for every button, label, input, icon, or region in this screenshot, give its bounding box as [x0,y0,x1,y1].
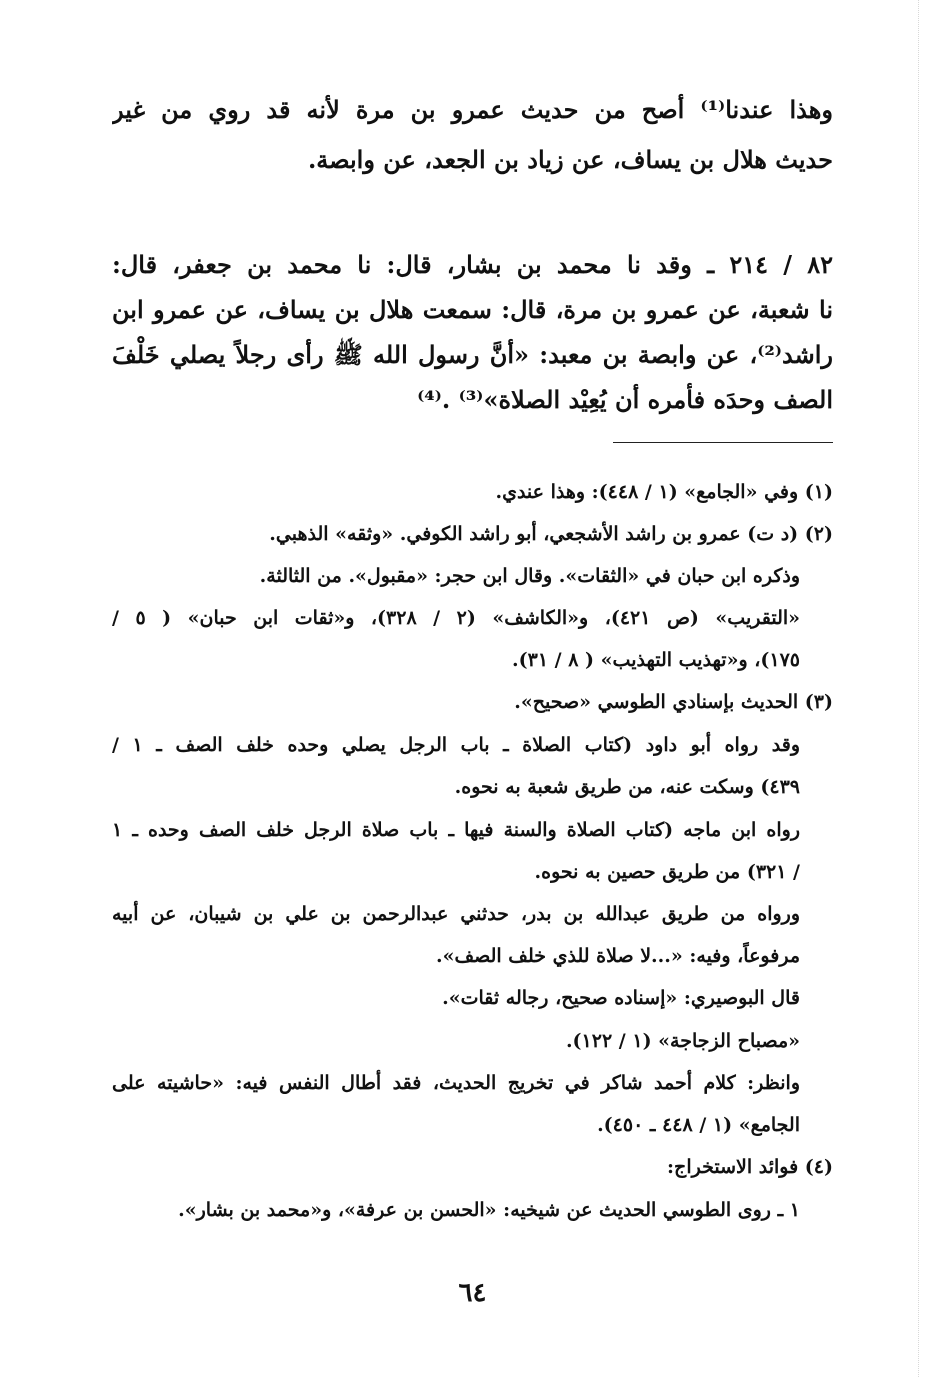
hadith-line: نا شعبة، عن عمرو بن مرة، قال: سمعت هلال بن يساف، عن عمرو ابن [112,295,833,324]
main-text-line: وهذا عندنا⁽¹⁾ أصح من حديث عمرو بن مرة لأنه قد روي من غير [112,95,833,124]
footnote-line: ١ ـ روى الطوسي الحديث عن شيخيه: «الحسن بن عرفة»، و«محمد بن بشار». [178,1199,800,1221]
footnote-line: مرفوعاً، وفيه: «...لا صلاة للذي خلف الصف». [435,945,800,967]
page-edge-mark [918,0,919,1377]
footnote-line: (٢) (د ت) عمرو بن راشد الأشجعي، أبو راشد الكوفي. «وثقه» الذهبي. [269,523,833,545]
page-number: ٦٤ [458,1278,487,1308]
footnote-line: (١) وفي «الجامع» (١ / ٤٤٨): وهذا عندي. [495,481,833,503]
footnote-line: ٤٣٩) وسكت عنه، من طريق شعبة به نحوه. [454,776,800,798]
hadith-line: ٨٢ / ٢١٤ ـ وقد نا محمد بن بشار، قال: نا محمد بن جعفر، قال: [112,250,833,279]
footnote-line: قال البوصيري: «إسناده صحيح، رجاله ثقات». [442,987,800,1009]
footnote-line: وقد رواه أبو داود (كتاب الصلاة ـ باب الرجل يصلي وحده خلف الصف ـ ١ / [112,734,800,756]
hadith-line: راشد⁽²⁾، عن وابصة بن معبد: «أنَّ رسول الله ﷺ رأى رجلاً يصلي خَلْفَ [112,340,833,369]
footnote-line: / ٣٢١) من طريق حصين به نحوه. [534,861,800,883]
main-text-line: حديث هلال بن يساف، عن زياد بن الجعد، عن وابصة. [307,145,833,174]
hadith-line: الصف وحدَه فأمره أن يُعِيْد الصلاة»⁽³⁾ .⁽⁴⁾ [417,385,833,414]
footnote-line: (٤) فوائد الاستخراج: [667,1156,833,1178]
footnote-line: رواه ابن ماجه (كتاب الصلاة والسنة فيها ـ باب صلاة الرجل خلف الصف وحده ـ ١ [112,819,800,841]
footnote-separator [613,442,833,443]
footnote-line: الجامع» (١ / ٤٤٨ ـ ٤٥٠). [597,1114,800,1136]
footnote-line: (٣) الحديث بإسنادي الطوسي «صحيح». [514,691,833,713]
footnote-line: «التقريب» (ص ٤٢١)، و«الكاشف» (٢ / ٣٢٨)، و«ثقات ابن حبان» ( ٥ / [112,607,800,629]
footnote-line: ١٧٥)، و«تهذيب التهذيب» ( ٨ / ٣١). [512,649,800,671]
footnote-line: وذكره ابن حبان في «الثقات». وقال ابن حجر: «مقبول». من الثالثة. [259,565,800,587]
footnote-line: ورواه من طريق عبدالله بن بدر، حدثني عبدالرحمن بن علي بن شيبان، عن أبيه [112,903,800,925]
footnote-line: «مصباح الزجاجة» (١ / ١٢٢). [565,1030,800,1052]
footnote-line: وانظر: كلام أحمد شاكر في تخريج الحديث، فقد أطال النفس فيه: «حاشيته على [112,1072,800,1094]
